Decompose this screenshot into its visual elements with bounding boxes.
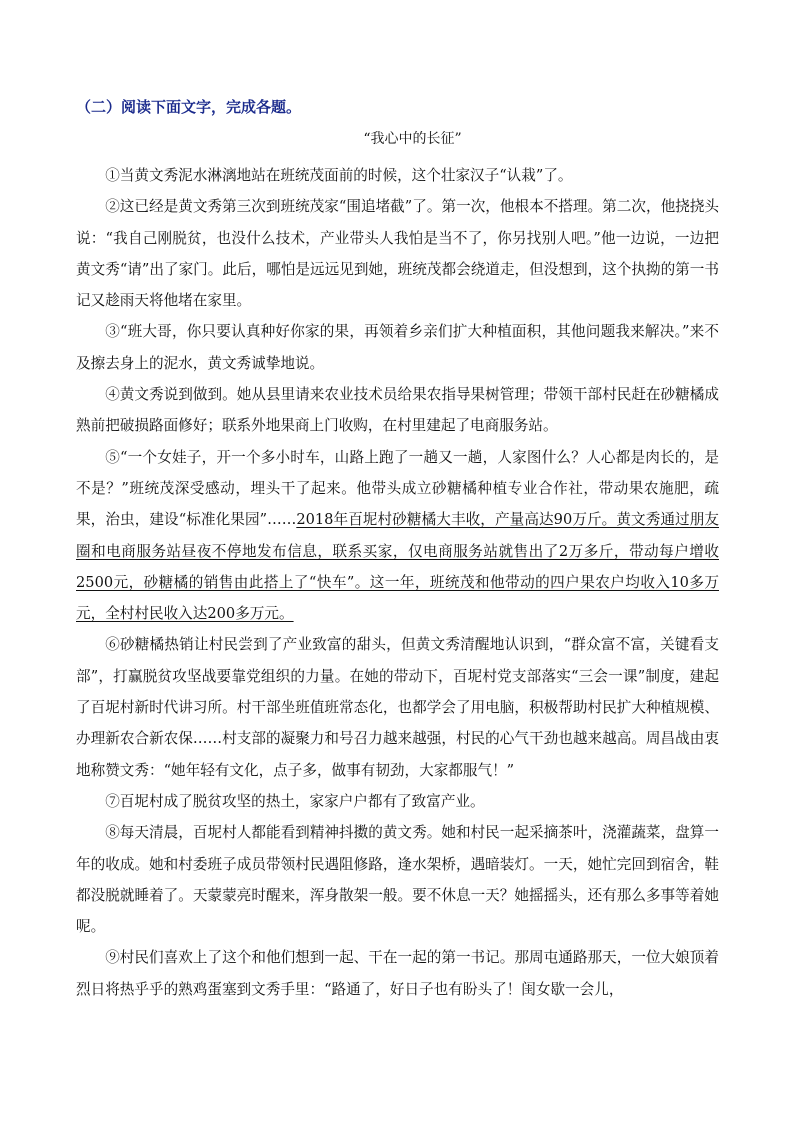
paragraph-7: ⑦百坭村成了脱贫攻坚的热土，家家户户都有了致富产业。 — [105, 792, 485, 810]
paragraph-1: ①当黄文秀泥水淋漓地站在班统茂面前的时候，这个壮家汉子“认栽”了。 — [105, 167, 573, 184]
article-title: “我心中的长征” — [363, 131, 462, 147]
paragraph-2: ②这已经是黄文秀第三次到班统茂家“围追堵截”了。第一次，他根本不搭理。第二次，他挠挠头说：“我自己刚脱贫，也没什么技术，产业带头人我怕是当不了，你另找别人吧。”他一边说，一边把黄文秀“请”出了家门。此后，哪怕是远远见到她，班统茂都会绕道走，但没想到，这个执拗的第一书记又趁雨天将他堵在家里。 — [76, 198, 719, 310]
paragraph-4: ④黄文秀说到做到。她从县里请来农业技术员给果农指导果树管理；带领干部村民赶在砂糖橘成熟前把破损路面修好；联系外地果商上门收购，在村里建起了电商服务站。 — [76, 386, 719, 435]
paragraph-6: ⑥砂糖橘热销让村民尝到了产业致富的甜头，但黄文秀清醒地认识到，“群众富不富，关键看支部”，打赢脱贫攻坚战要靠党组织的力量。在她的带动下，百坭村党支部落实“三会一课”制度，建起了百坭村新时代讲习所。村干部坐班值班常态化，也都学会了用电脑，积极帮助村民扩大种植规模、办理新农合新农保……村支部的凝聚力和号召力越来越强，村民的心气干劲也越来越高。周昌战由衷地称赞文秀：“她年轻有文化，点子多，做事有韧劲，大家都服气！” — [76, 636, 719, 779]
section-heading: （二）阅读下面文字，完成各题。 — [76, 98, 302, 116]
paragraph-8: ⑧每天清晨，百坭村人都能看到精神抖擞的黄文秀。她和村民一起采摘茶叶，浇灌蔬菜，盘算一年的收成。她和村委班子成员带领村民遇阻修路，逢水架桥，遇暗装灯。一天，她忙完回到宿舍，鞋都没脱就睡着了。天蒙蒙亮时醒来，浑身散架一般。要不休息一天？她摇摇头，还有那么多事等着她呢。 — [76, 824, 719, 936]
paragraph-9: ⑨村民们喜欢上了这个和他们想到一起、干在一起的第一书记。那周屯通路那天，一位大娘顶着烈日将热乎乎的熟鸡蛋塞到文秀手里：“路通了，好日子也有盼头了！闺女歇一会儿， — [76, 949, 719, 998]
paragraph-5-text: ⑤“一个女娃子，开一个多小时车，山路上跑了一趟又一趟，人家图什么？人心都是肉长的，是不是？”班统茂深受感动，埋头干了起来。他带头成立砂糖橘种植专业合作社，带动果农施肥，疏果，治虫，建设“标准化果园”…… — [76, 448, 719, 529]
paragraph-3: ③“班大哥，你只要认真种好你家的果，再领着乡亲们扩大种植面积，其他问题我来解决。”来不及擦去身上的泥水，黄文秀诚挚地说。 — [76, 323, 719, 372]
reading-passage — [76, 96, 719, 1005]
paragraph-5 — [76, 442, 719, 630]
underlined-passage: 2018年百坭村砂糖橘大丰收，产量高达90万斤。黄文秀通过朋友圈和电商服务站昼夜不停地发布信息，联系买家，仅电商服务站就售出了2万多斤，带动每户增收2500元，砂糖橘的销售由此搭上了“快车”。这一年，班统茂和他带动的四户果农户均收入10多万元，全村村民收入达200多万元。 — [76, 511, 719, 623]
